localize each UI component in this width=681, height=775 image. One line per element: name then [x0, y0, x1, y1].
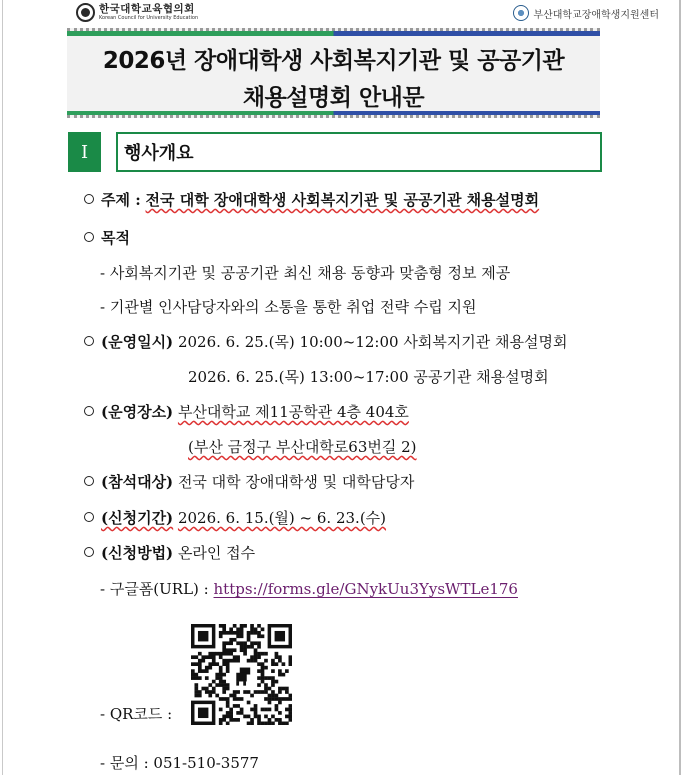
theme-value: 전국 대학 장애대학생 사회복지기관 및 공공기관 채용설명회 — [145, 191, 540, 209]
bullet-circle-icon — [84, 476, 94, 486]
theme-label: 주제 : — [101, 191, 141, 209]
purpose-item-2: - 기관별 인사담당자와의 소통을 통한 취업 전략 수립 지원 — [100, 298, 477, 316]
contact-line: - 문의 : 051-510-3577 — [100, 754, 259, 772]
form-label: - 구글폼(URL) : — [100, 580, 209, 598]
method-value: 온라인 접수 — [177, 544, 256, 562]
schedule-value-1: 2026. 6. 25.(목) 10:00~12:00 사회복지기관 채용설명회 — [177, 333, 568, 351]
right-org-name: 부산대학교장애학생지원센터 — [533, 9, 659, 21]
bullet-circle-icon — [84, 336, 94, 346]
period-line — [84, 507, 386, 528]
page-edge — [2, 0, 3, 775]
venue-value-1: 부산대학교 제11공학관 4층 404호 — [177, 403, 409, 421]
purpose-item-1: - 사회복지기관 및 공공기관 최신 채용 동향과 맞춤형 정보 제공 — [100, 264, 511, 282]
qr-label: - QR코드 : — [100, 705, 173, 723]
section-number: I — [68, 132, 101, 172]
period-value: 2026. 6. 15.(월) ~ 6. 23.(수) — [177, 509, 387, 527]
purpose-label: 목적 — [101, 229, 130, 247]
purpose-line — [84, 227, 130, 248]
title-box — [67, 28, 600, 118]
venue-line — [84, 401, 409, 422]
bullet-circle-icon — [84, 512, 94, 522]
bullet-circle-icon — [84, 406, 94, 416]
schedule-value-2: 2026. 6. 25.(목) 13:00~17:00 공공기관 채용설명회 — [188, 368, 549, 386]
form-line — [100, 578, 518, 599]
target-line — [84, 471, 414, 492]
venue-label: (운영장소) — [101, 403, 174, 421]
method-label: (신청방법) — [101, 544, 174, 562]
method-line — [84, 542, 255, 563]
left-org-english: Korean Council for University Education — [99, 14, 199, 21]
venue-value-2: (부산 금정구 부산대학로63번길 2) — [188, 438, 417, 456]
kcue-logo-icon — [76, 3, 95, 22]
period-label: (신청기간) — [101, 509, 174, 527]
bullet-circle-icon — [84, 232, 94, 242]
schedule-line — [84, 331, 568, 352]
header-right-logo — [513, 5, 659, 21]
target-label: (참석대상) — [101, 473, 174, 491]
qr-code-icon[interactable] — [191, 624, 292, 725]
bullet-circle-icon — [84, 547, 94, 557]
form-url-link[interactable]: https://forms.gle/GNykUu3YysWTLe176 — [213, 580, 518, 598]
theme-line — [84, 189, 539, 210]
header-left-logo — [76, 3, 198, 22]
title-line-1: 2026년 장애대학생 사회복지기관 및 공공기관 — [102, 48, 565, 74]
title-top-bar — [67, 31, 600, 36]
title-line-2: 채용설명회 안내문 — [242, 85, 425, 111]
target-value: 전국 대학 장애대학생 및 대학담당자 — [177, 473, 415, 491]
left-org-name: 한국대학교육협의회 — [99, 3, 195, 16]
schedule-label: (운영일시) — [101, 333, 174, 351]
title-bottom-bar — [67, 111, 600, 115]
pnu-seal-icon — [513, 5, 529, 21]
section-title: 행사개요 — [116, 132, 602, 172]
bullet-circle-icon — [84, 194, 94, 204]
